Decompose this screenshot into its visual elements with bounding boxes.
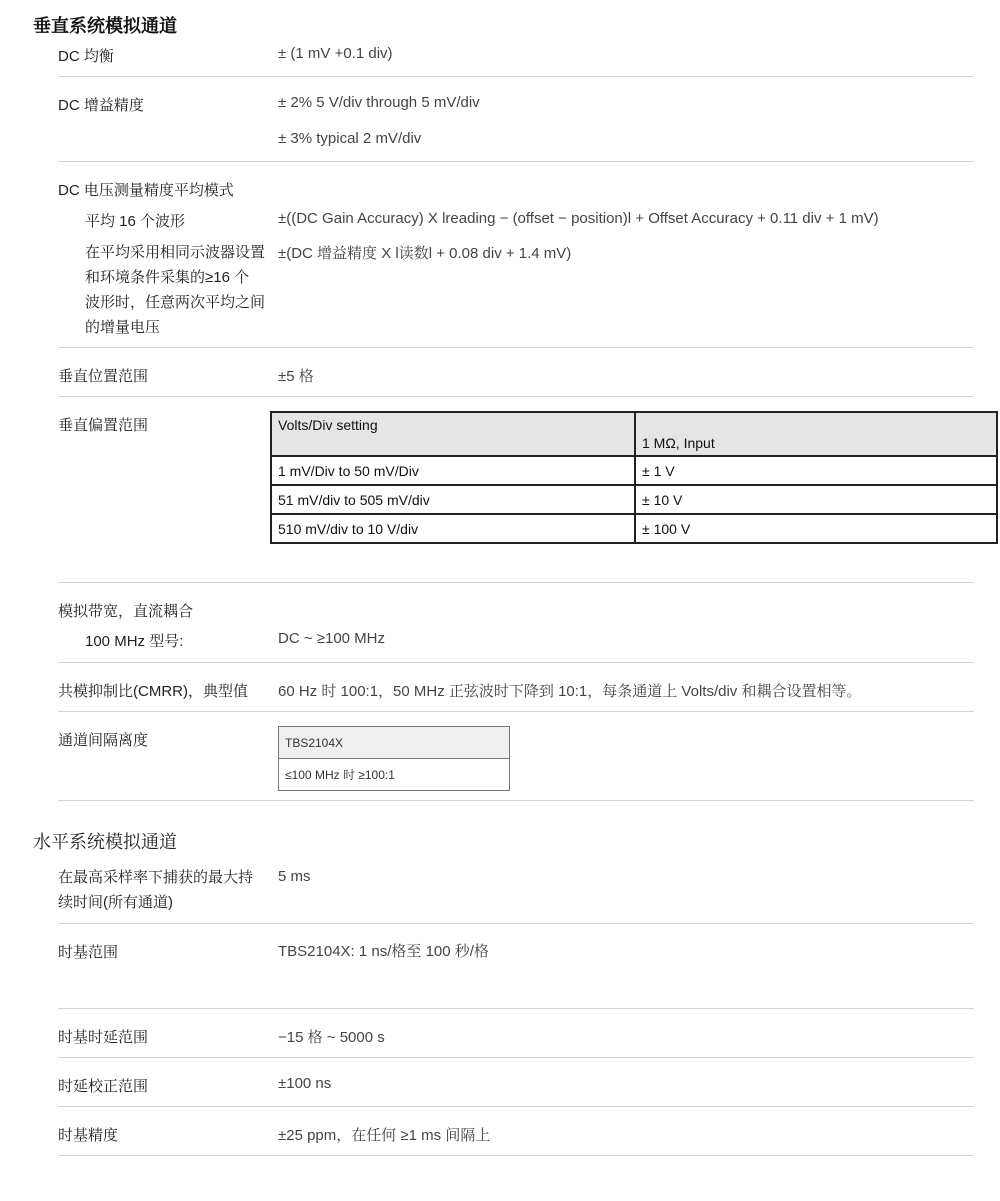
table-header-cell: 1 MΩ, Input: [635, 412, 997, 456]
bandwidth-model-value: DC ~ ≥100 MHz: [278, 630, 386, 647]
dc-balance-label: DC 均衡: [58, 48, 114, 65]
dc-voltage-label: DC 电压测量精度平均模式: [58, 182, 234, 199]
average-16-value: ±((DC Gain Accuracy) X lreading − (offset − position)l + Offset Accuracy + 0.11 div + 1 mV): [278, 210, 879, 227]
divider: [58, 396, 974, 397]
max-duration-value: 5 ms: [278, 868, 311, 885]
divider: [58, 1008, 974, 1009]
bandwidth-model-label: 100 MHz 型号:: [85, 633, 184, 650]
delay-calibration-label: 时延校正范围: [58, 1078, 149, 1095]
average-16-label: 平均 16 个波形: [85, 213, 186, 230]
table-row: [271, 456, 997, 485]
divider: [58, 76, 974, 77]
divider: [58, 1057, 974, 1058]
timebase-delay-label: 时基时延范围: [58, 1029, 149, 1046]
divider: [58, 161, 974, 162]
timebase-range-label: 时基范围: [58, 944, 119, 961]
divider: [58, 662, 974, 663]
divider: [58, 1106, 974, 1107]
offset-range-table: [270, 411, 998, 544]
vertical-section-heading: 垂直系统模拟通道: [33, 16, 177, 36]
divider: [58, 711, 974, 712]
timebase-delay-value: −15 格 ~ 5000 s: [278, 1029, 385, 1046]
dc-gain-label: DC 增益精度: [58, 97, 144, 114]
delay-calibration-value: ±100 ns: [278, 1075, 332, 1092]
position-range-label: 垂直位置范围: [58, 368, 149, 385]
table-row: [279, 759, 510, 791]
isolation-table: [278, 726, 510, 791]
max-duration-label: [58, 865, 253, 915]
delta-voltage-label-line: 波形时，任意两次平均之间: [85, 294, 266, 311]
divider: [58, 800, 974, 801]
table-header-row: [271, 412, 997, 456]
table-cell: ± 100 V: [635, 514, 997, 543]
dc-gain-value-2: ± 3% typical 2 mV/div: [278, 130, 422, 147]
table-cell: 1 mV/Div to 50 mV/Div: [271, 456, 635, 485]
divider: [58, 347, 974, 348]
delta-voltage-value: ±(DC 增益精度 X l读数l + 0.08 div + 1.4 mV): [278, 245, 572, 262]
cmrr-label: 共模抑制比(CMRR)，典型值: [58, 683, 248, 700]
table-cell: ± 1 V: [635, 456, 997, 485]
delta-voltage-label-line: 在平均采用相同示波器设置: [85, 244, 266, 261]
table-cell: 51 mV/div to 505 mV/div: [271, 485, 635, 514]
delta-voltage-label: [85, 240, 265, 340]
bandwidth-label: 模拟带宽，直流耦合: [58, 603, 194, 620]
table-row: [271, 514, 997, 543]
table-cell: ± 10 V: [635, 485, 997, 514]
delta-voltage-label-line: 的增量电压: [85, 319, 161, 336]
dc-gain-value-1: ± 2% 5 V/div through 5 mV/div: [278, 94, 480, 111]
divider: [58, 1155, 974, 1156]
divider: [58, 582, 974, 583]
table-header-cell: Volts/Div setting: [271, 412, 635, 456]
table-row: [271, 485, 997, 514]
table-cell: 510 mV/div to 10 V/div: [271, 514, 635, 543]
dc-balance-value: ± (1 mV +0.1 div): [278, 45, 393, 62]
table-header-cell: TBS2104X: [279, 727, 510, 759]
timebase-range-value: TBS2104X: 1 ns/格至 100 秒/格: [278, 943, 489, 960]
max-duration-label-line: 在最高采样率下捕获的最大持: [58, 869, 254, 886]
table-header-row: [279, 727, 510, 759]
divider: [58, 923, 974, 924]
max-duration-label-line: 续时间(所有通道): [58, 894, 173, 911]
horizontal-section-heading: 水平系统模拟通道: [33, 832, 177, 852]
table-cell: ≤100 MHz 时 ≥100:1: [279, 759, 510, 791]
timebase-accuracy-value: ±25 ppm，在任何 ≥1 ms 间隔上: [278, 1127, 491, 1144]
isolation-label: 通道间隔离度: [58, 732, 149, 749]
offset-range-label: 垂直偏置范围: [58, 417, 149, 434]
position-range-value: ±5 格: [278, 368, 314, 385]
delta-voltage-label-line: 和环境条件采集的≥16 个: [85, 269, 250, 286]
timebase-accuracy-label: 时基精度: [58, 1127, 119, 1144]
cmrr-value: 60 Hz 时 100:1，50 MHz 正弦波时下降到 10:1，每条通道上 Volts/div 和耦合设置相等。: [278, 683, 862, 700]
